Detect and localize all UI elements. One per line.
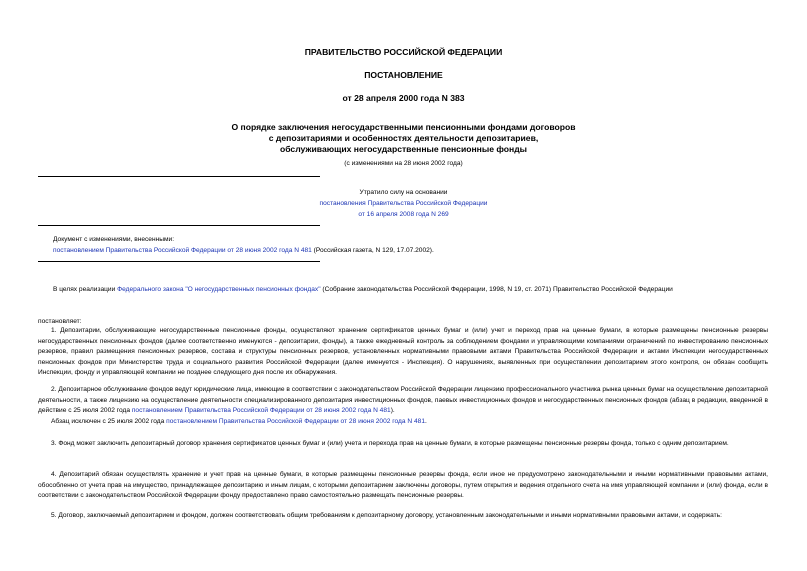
separator-line — [38, 225, 320, 226]
paragraph-2 — [38, 385, 768, 417]
separator-line — [38, 176, 320, 177]
federal-law-link[interactable]: Федерального закона "О негосударственных пенсионных фондах" — [117, 286, 321, 293]
paragraph-1: 1. Депозитарии, обслуживающие негосударственные пенсионные фонды, осуществляют хранение сертификатов ценных бумаг и (или) учет и переход прав на ценные бумаги, в которые размещены пенсионные резервы негосударственных пенсионных фондов (далее соответственно именуются - депозитарии, фонды), а также ежедневный контроль за соблюдением фондами и управляющими компаниями ограничений по инвестированию пенсионных резервов, правил размещения пенсионных резервов, состава и структуры пенсионных резервов, установленных нормативными правовыми актами Правительства Российской Федерации и актами Инспекции негосударственных пенсионных фондов при Министерстве труда и социального развития Российской Федерации (далее именуется - Инспекция). О нарушениях, выявленных при осуществлении депозитарием этого контроля, он обязан сообщить Инспекции, фонду и управляющей компании не позднее следующего дня после их обнаружения. — [38, 327, 768, 376]
paragraph-2b-end: . — [425, 418, 427, 425]
document-date-number: от 28 апреля 2000 года N 383 — [342, 93, 465, 103]
paragraph-3: 3. Фонд может заключить депозитарный договор хранения сертификатов ценных бумаг и (или) учета и перехода прав на ценные бумаги, в которые размещены пенсионные резервы фонда, только с одним депозитарием. — [51, 440, 729, 447]
amendment-link-p2b[interactable]: постановлением Правительства Российской Федерации от 28 июня 2002 года N 481 — [166, 418, 425, 425]
preamble — [53, 284, 783, 295]
decree-word: постановляет: — [38, 318, 82, 325]
title-line: обслуживающих негосударственные пенсионные фонды — [279, 144, 528, 154]
lost-force-text: Утратило силу на основании — [359, 189, 448, 196]
amendment-link-p2[interactable]: постановлением Правительства Российской Федерации от 28 июня 2002 года N 481 — [131, 407, 391, 414]
title-line: О порядке заключения негосударственными пенсионными фондами договоров — [231, 122, 576, 132]
changes-note: (с изменениями на 28 июня 2002 года) — [344, 160, 463, 167]
document-title — [0, 122, 807, 155]
paragraph-4: 4. Депозитарий обязан осуществлять хранение и учет прав на ценные бумаги, в которые размещены пенсионные резервы фонда, если иное не предусмотрено законодательными и иными нормативными правовыми актами, обособленно от учета прав на имущество, принадлежащее депозитарию и иным лицам, с которыми депозитарием заключены договоры, путем открытия и ведения отдельного счета на имя управляющей компании и (или) фонда, если в соответствии с законодательством Российской Федерации фонду предоставлено право самостоятельно размещать пенсионные резервы. — [38, 471, 768, 499]
amendment-source: (Российская газета, N 129, 17.07.2002). — [311, 247, 434, 254]
document-type: ПОСТАНОВЛЕНИЕ — [364, 70, 443, 80]
paragraph-2b — [38, 417, 768, 428]
amendments-label: Документ с изменениями, внесенными: — [53, 236, 175, 243]
paragraph-5: 5. Договор, заключаемый депозитарием и фондом, должен соответствовать общим требованиям к депозитарному договору, установленным законодательными и иными нормативными правовыми актами, и содержать: — [51, 512, 722, 519]
title-line: с депозитариями и особенностях деятельности депозитариев, — [268, 133, 539, 143]
government-heading: ПРАВИТЕЛЬСТВО РОССИЙСКОЙ ФЕДЕРАЦИИ — [304, 47, 503, 57]
paragraph-2-text: 2. Депозитарное обслуживание фондов ведут юридические лица, имеющие в соответствии с законодательством Российской Федерации лицензию профессионального участника рынка ценных бумаг на осуществление депозитарной деятельности, а также лицензию на осуществление деятельности специализированного депозитария инвестиционных фондов, паевых инвестиционных фондов и негосударственных пенсионных фондов (абзац в редакции, введенной в действие с 25 июля 2002 года — [38, 386, 768, 414]
paragraph-2-end: ). — [390, 407, 395, 414]
separator-line — [38, 261, 320, 262]
preamble-text: В целях реализации — [53, 286, 118, 293]
lost-force-link[interactable]: постановления Правительства Российской Федерации — [319, 200, 488, 207]
preamble-text-end: (Собрание законодательства Российской Федерации, 1998, N 19, ст. 2071) Правительство Российской Федерации — [320, 286, 673, 293]
paragraph-2b-text: Абзац исключен с 25 июля 2002 года — [51, 418, 167, 425]
lost-force-link-date[interactable]: от 16 апреля 2008 года N 269 — [358, 211, 449, 218]
amendment-link[interactable]: постановлением Правительства Российской Федерации от 28 июня 2002 года N 481 — [53, 247, 312, 254]
lost-force-notice — [0, 187, 807, 220]
amendments-block — [53, 234, 773, 256]
